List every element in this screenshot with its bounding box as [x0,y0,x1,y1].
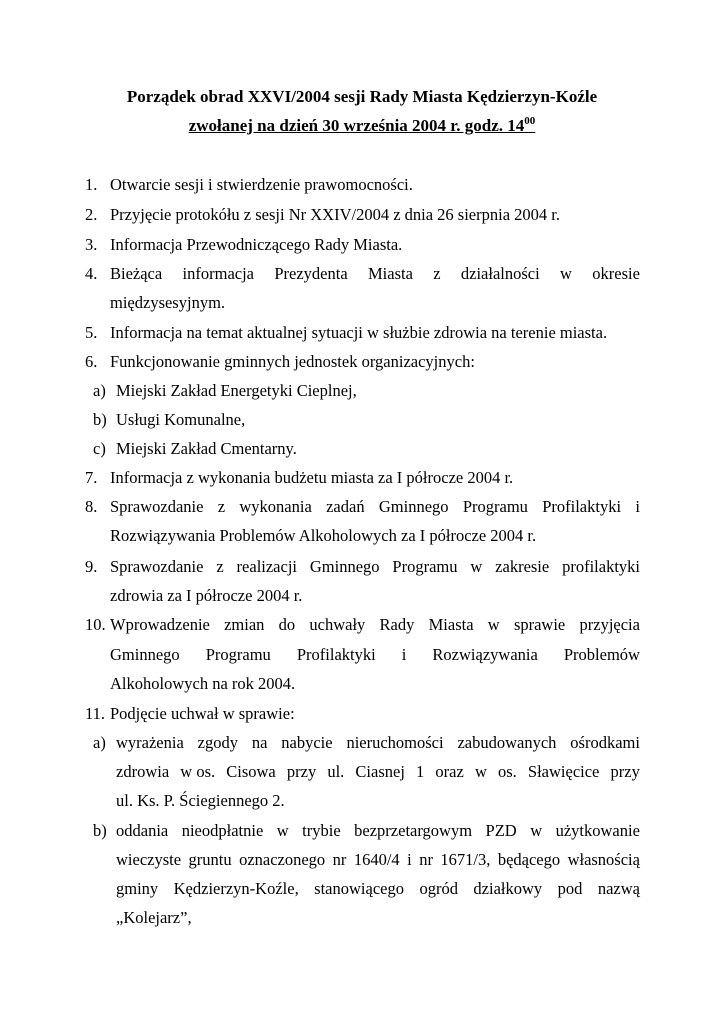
word: stanowiącego [314,879,404,898]
word: zadań [326,497,365,516]
word: oraz [435,762,464,781]
word: w [474,762,487,781]
word: do [278,615,296,634]
agenda-item-11-number: 11. [85,704,106,723]
agenda-item-8-line-1 [110,497,640,517]
word: w [530,821,543,840]
word: Gminnego [110,645,180,664]
word: będącego [497,850,561,869]
word: Wprowadzenie [110,615,210,634]
word: wieczyste [116,850,182,869]
word: trybie [302,821,341,840]
word: os. [498,762,517,781]
word: Miasta [428,615,474,634]
word: zabudowanych [457,733,557,752]
agenda-item-10-line-3: Alkoholowych na rok 2004. [110,674,296,693]
word: ul. [327,762,345,781]
agenda-item-11b-letter: b) [93,821,107,840]
word: z [433,264,441,283]
agenda-item-4-number: 4. [85,264,98,283]
word: Sprawozdanie [110,557,204,576]
word: Rozwiązywania [432,645,538,664]
agenda-item-10-line-1 [110,615,640,635]
agenda-item-6b-text: Usługi Komunalne, [116,410,246,429]
word: Gminnego [309,557,380,576]
agenda-item-7-text: Informacja z wykonania budżetu miasta za I półrocze 2004 r. [110,468,514,487]
word: nieodpłatnie [181,821,264,840]
agenda-item-11a-line-2 [116,762,640,782]
word: przy [610,762,640,781]
agenda-item-6c-text: Miejski Zakład Cmentarny. [116,439,297,458]
word: Programu [462,497,528,516]
agenda-item-11-text: Podjęcie uchwał w sprawie: [110,704,295,723]
word: i [407,850,412,869]
agenda-item-10-line-2 [110,645,640,665]
agenda-item-6b-letter: b) [93,410,107,429]
agenda-item-11a-line-3: ul. Ks. P. Ściegiennego 2. [116,791,285,810]
word: oznaczonego [239,850,326,869]
word: nazwą [597,879,640,898]
word: na [251,733,268,752]
agenda-item-11b-line-3 [116,879,640,899]
word: przy [286,762,317,781]
word: nabycie [281,733,333,752]
agenda-item-3-text: Informacja Przewodniczącego Rady Miasta. [110,235,403,254]
word: Ciasnej [355,762,405,781]
word: profilaktyki [562,557,640,576]
word: Profilaktyki [542,497,622,516]
word: okresie [592,264,640,283]
word: Rady [379,615,415,634]
agenda-item-6-number: 6. [85,352,98,371]
word: Kędzierzyn-Koźle, [173,879,299,898]
word: Sprawozdanie [110,497,204,516]
agenda-item-10-number: 10. [85,615,106,634]
word: nieruchomości [346,733,444,752]
agenda-item-9-line-1 [110,557,640,577]
word: Programu [392,557,458,576]
word: z [217,497,226,516]
word: działkowy [473,879,543,898]
word: sprawie [513,615,566,634]
word: Miasta [367,264,413,283]
word: przyjęcia [579,615,640,634]
word: Sławięcice [527,762,600,781]
word: gruntu [188,850,232,869]
word: zgody [197,733,238,752]
agenda-item-9-number: 9. [85,557,98,576]
word: bezprzetargowym [354,821,473,840]
word: 1 [416,762,425,781]
word: PZD [485,821,517,840]
word: informacja [182,264,255,283]
agenda-item-6-text: Funkcjonowanie gminnych jednostek organizacyjnych: [110,352,475,371]
word: w [276,821,289,840]
word: realizacji [236,557,297,576]
agenda-item-11a-line-1 [116,733,640,753]
word: ośrodkami [570,733,640,752]
word: nr [419,850,433,869]
word: i [401,645,407,664]
word: wyrażenia [116,733,184,752]
word: oddania [116,821,169,840]
agenda-item-1-number: 1. [85,175,98,194]
word: Profilaktyki [296,645,376,664]
word: i [635,497,640,516]
agenda-item-11b-line-1 [116,821,640,841]
word: własnością [567,850,640,869]
agenda-item-2-text: Przyjęcie protokółu z sesji Nr XXIV/2004 z dnia 26 sierpnia 2004 r. [110,205,560,224]
word: Cisowa [226,762,276,781]
word: w [487,615,500,634]
agenda-item-9-line-2: zdrowia za I półrocze 2004 r. [110,586,303,605]
document-subtitle [0,116,724,136]
agenda-item-2-number: 2. [85,205,98,224]
word: zakresie [495,557,550,576]
word: w [470,557,483,576]
agenda-item-8-line-2: Rozwiązywania Problemów Alkoholowych za I półrocze 2004 r. [110,526,537,545]
agenda-item-5-number: 5. [85,323,98,342]
document-title: Porządek obrad XXVI/2004 sesji Rady Miasta Kędzierzyn-Koźle [126,87,598,106]
word: wykonania [239,497,312,516]
agenda-item-11b-line-4: „Kolejarz”, [116,908,192,927]
agenda-item-7-number: 7. [85,468,98,487]
agenda-item-4-line-2: międzysesyjnym. [110,293,226,312]
word: użytkowanie [555,821,640,840]
word: z [216,557,224,576]
word: Programu [205,645,271,664]
agenda-item-11b-line-2 [116,850,640,870]
word: zmian [224,615,265,634]
subtitle-date-text: zwołanej na dzień 30 września 2004 r. godz. $14^{00}$ [188,115,536,135]
word: gminy [116,879,159,898]
subtitle-time-minutes: 00 [524,115,536,127]
agenda-item-3-number: 3. [85,235,98,254]
agenda-item-4-line-1 [110,264,640,284]
agenda-item-6a-letter: a) [93,381,106,400]
agenda-item-6a-text: Miejski Zakład Energetyki Cieplnej, [116,381,357,400]
word: nr [332,850,347,869]
word: 1640/4 [353,850,400,869]
word: działalności [460,264,540,283]
word: w [560,264,572,283]
word: Prezydenta [274,264,348,283]
word: Gminnego [378,497,449,516]
word: zdrowia [116,762,170,781]
word: pod [557,879,583,898]
agenda-item-6c-letter: c) [93,439,106,458]
word: Problemów [563,645,640,664]
word: uchwały [309,615,366,634]
agenda-item-5-text: Informacja na temat aktualnej sytuacji w służbie zdrowia na terenie miasta. [110,323,608,342]
agenda-item-8-number: 8. [85,497,98,516]
word: w os. [180,762,216,781]
word: ogród [419,879,458,898]
word: Bieżąca [110,264,163,283]
agenda-item-11a-letter: a) [93,733,106,752]
word: 1671/3, [440,850,491,869]
agenda-item-1-text: Otwarcie sesji i stwierdzenie prawomocności. [110,175,413,194]
